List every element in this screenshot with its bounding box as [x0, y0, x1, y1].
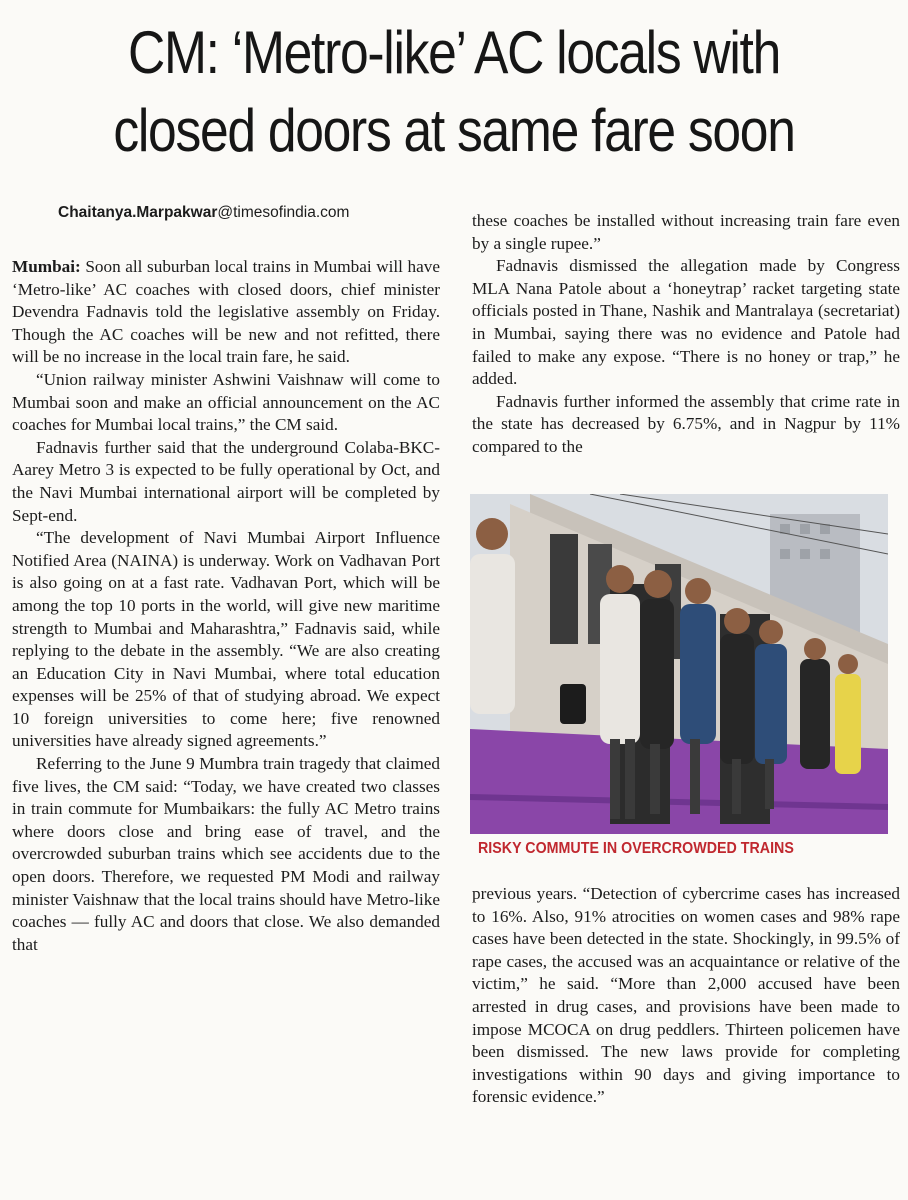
- article-paragraph: [12, 256, 440, 369]
- photo-caption: RISKY COMMUTE IN OVERCROWDED TRAINS: [478, 840, 794, 857]
- byline: [58, 204, 349, 222]
- paragraph-text: Soon all suburban local trains in Mumbai will have ‘Metro-like’ AC coaches with closed doors, chief minister Devendra Fadnavis told the legislative assembly on Friday. Though the AC coaches will be new and not refitted, there will be no increase in the local train fare, he said.: [12, 257, 440, 367]
- article-paragraph: Fadnavis further said that the underground Colaba-BKC-Aarey Metro 3 is expected to be fully operational by Oct, and the Navi Mumbai international airport will be completed by Sept-end.: [12, 437, 440, 525]
- news-photo-crowded-train: [470, 494, 888, 834]
- article-paragraph: “The development of Navi Mumbai Airport Influence Notified Area (NAINA) is underway. Work on Vadhavan Port is also going on at a fast rate. Vadhavan Port, which will be among the top 10 ports in the world, will give new maritime strength to Mumbai and Maharashtra,” Fadnavis said, while replying to the debate in the assembly. “We are also creating an Education City in Navi Mumbai, where total education expenses will be 25% of that of studying abroad. We expect 10 foreign universities to come here; five renowned universities have already signed agreements.”: [12, 528, 440, 751]
- dateline: Mumbai:: [12, 257, 81, 276]
- article-paragraph: Fadnavis further informed the assembly that crime rate in the state has decreased by 6.75%, and in Nagpur by 11% compared to the: [472, 391, 900, 456]
- article-right-column-bottom: [472, 883, 900, 1109]
- headline: [64, 14, 845, 170]
- article-paragraph: these coaches be installed without increasing train fare even by a single rupee.”: [472, 211, 900, 253]
- byline-name: Chaitanya.Marpakwar: [58, 204, 218, 221]
- headline-line-1: CM: ‘Metro-like’ AC locals with: [128, 19, 780, 86]
- headline-line-2: closed doors at same fare soon: [113, 97, 795, 164]
- article-paragraph: “Union railway minister Ashwini Vaishnaw will come to Mumbai soon and make an official announcement on the AC coaches for Mumbai local trains,” the CM said.: [12, 369, 440, 435]
- article-right-column-top: [472, 210, 900, 459]
- article-paragraph: Referring to the June 9 Mumbra train tragedy that claimed five lives, the CM said: “Today, we have created two classes in train commute for Mumbaikars: the fully AC Metro trains where doors close and bring ease of travel, and the overcrowded suburban trains which see accidents due to the open doors. Therefore, we requested PM Modi and railway minister Vaishnaw that the local trains should have Metro-like coaches — fully AC and doors that close. We also demanded that: [12, 754, 440, 954]
- article-paragraph: previous years. “Detection of cybercrime cases has increased to 16%. Also, 91% atrocities on women cases and 98% rape cases have been detected in the state. Shockingly, in 99.5% of rape cases, the accused was an acquaintance or relative of the victim,” he said. “More than 2,000 accused have been arrested in drug cases, and provisions have been made to impose MCOCA on drug peddlers. Thirteen policemen have been dismissed. The new laws provide for completing investigations within 90 days and giving importance to forensic evidence.”: [472, 884, 900, 1107]
- byline-domain: @timesofindia.com: [217, 204, 350, 221]
- article-paragraph: Fadnavis dismissed the allegation made by Congress MLA Nana Patole about a ‘honeytrap’ racket targeting state officials posted in Thane, Nashik and Mantralaya (secretariat) in Mumbai, saying there was no evidence and Patole had failed to make any expose. “There is no honey or trap,” he added.: [472, 256, 900, 389]
- article-left-column: [12, 256, 440, 1196]
